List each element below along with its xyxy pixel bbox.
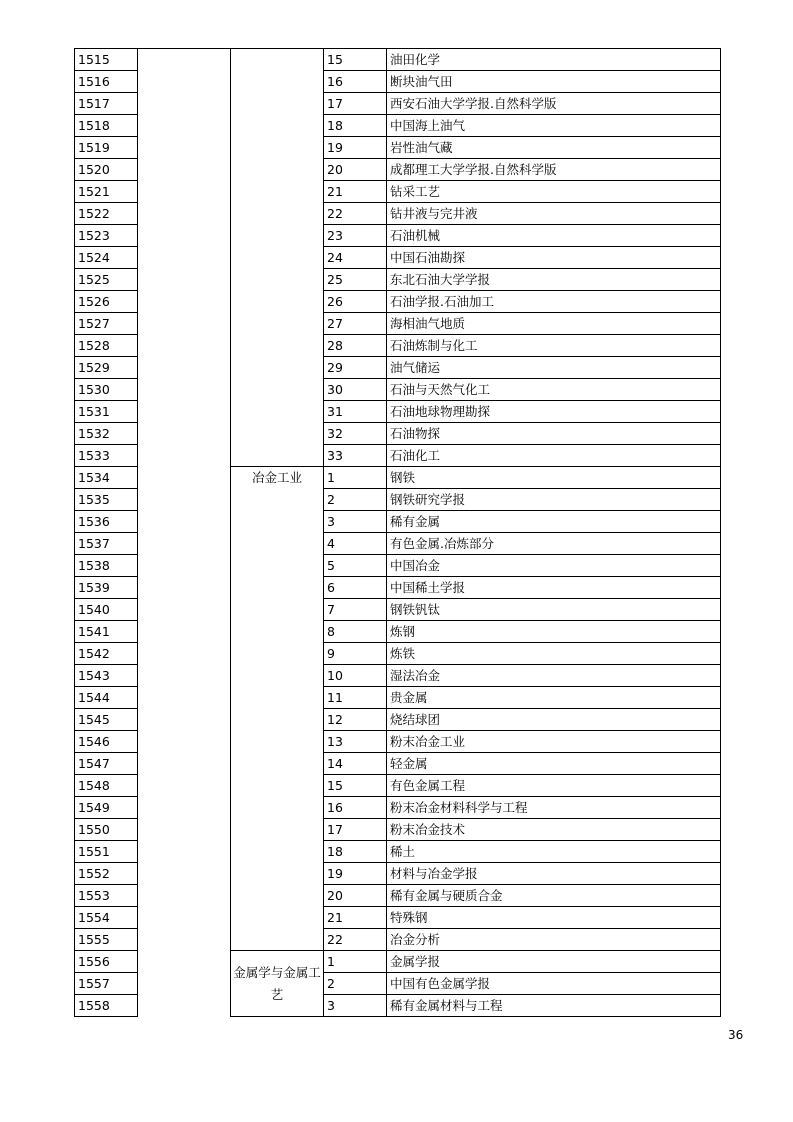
journal-cell: 石油地球物理勘探 <box>387 401 721 423</box>
journal-cell: 钻采工艺 <box>387 181 721 203</box>
seq-cell: 1544 <box>75 687 138 709</box>
seq-cell: 1538 <box>75 555 138 577</box>
rank-cell: 26 <box>324 291 387 313</box>
seq-cell: 1524 <box>75 247 138 269</box>
page-number: 36 <box>728 1028 744 1042</box>
seq-cell: 1556 <box>75 951 138 973</box>
journal-cell: 炼铁 <box>387 643 721 665</box>
journal-cell: 海相油气地质 <box>387 313 721 335</box>
table-row <box>75 49 721 71</box>
rank-cell: 9 <box>324 643 387 665</box>
rank-cell: 21 <box>324 181 387 203</box>
journal-cell: 材料与冶金学报 <box>387 863 721 885</box>
journal-cell: 中国冶金 <box>387 555 721 577</box>
rank-cell: 18 <box>324 841 387 863</box>
seq-cell: 1526 <box>75 291 138 313</box>
seq-cell: 1545 <box>75 709 138 731</box>
journal-cell: 东北石油大学学报 <box>387 269 721 291</box>
journal-cell: 粉末冶金材料科学与工程 <box>387 797 721 819</box>
seq-cell: 1548 <box>75 775 138 797</box>
seq-cell: 1541 <box>75 621 138 643</box>
rank-cell: 15 <box>324 49 387 71</box>
journal-cell: 特殊钢 <box>387 907 721 929</box>
rank-cell: 29 <box>324 357 387 379</box>
rank-cell: 23 <box>324 225 387 247</box>
seq-cell: 1532 <box>75 423 138 445</box>
rank-cell: 33 <box>324 445 387 467</box>
seq-cell: 1525 <box>75 269 138 291</box>
journal-cell: 石油与天然气化工 <box>387 379 721 401</box>
seq-cell: 1533 <box>75 445 138 467</box>
rank-cell: 2 <box>324 973 387 995</box>
journal-cell: 湿法冶金 <box>387 665 721 687</box>
seq-cell: 1535 <box>75 489 138 511</box>
journal-table-body <box>75 49 721 1017</box>
rank-cell: 20 <box>324 159 387 181</box>
seq-cell: 1527 <box>75 313 138 335</box>
rank-cell: 10 <box>324 665 387 687</box>
seq-cell: 1557 <box>75 973 138 995</box>
seq-cell: 1543 <box>75 665 138 687</box>
rank-cell: 22 <box>324 929 387 951</box>
journal-cell: 成都理工大学学报.自然科学版 <box>387 159 721 181</box>
rank-cell: 19 <box>324 863 387 885</box>
rank-cell: 1 <box>324 467 387 489</box>
seq-cell: 1516 <box>75 71 138 93</box>
rank-cell: 13 <box>324 731 387 753</box>
rank-cell: 17 <box>324 819 387 841</box>
seq-cell: 1521 <box>75 181 138 203</box>
seq-cell: 1536 <box>75 511 138 533</box>
journal-cell: 油田化学 <box>387 49 721 71</box>
journal-cell: 岩性油气藏 <box>387 137 721 159</box>
journal-cell: 炼钢 <box>387 621 721 643</box>
rank-cell: 16 <box>324 71 387 93</box>
journal-cell: 钢铁钒钛 <box>387 599 721 621</box>
rank-cell: 6 <box>324 577 387 599</box>
rank-cell: 3 <box>324 995 387 1017</box>
journal-cell: 粉末冶金技术 <box>387 819 721 841</box>
rank-cell: 25 <box>324 269 387 291</box>
seq-cell: 1530 <box>75 379 138 401</box>
subject-cell: 冶金工业 <box>231 467 324 951</box>
seq-cell: 1547 <box>75 753 138 775</box>
rank-cell: 15 <box>324 775 387 797</box>
rank-cell: 4 <box>324 533 387 555</box>
journal-cell: 钢铁研究学报 <box>387 489 721 511</box>
seq-cell: 1539 <box>75 577 138 599</box>
rank-cell: 8 <box>324 621 387 643</box>
rank-cell: 16 <box>324 797 387 819</box>
journal-cell: 冶金分析 <box>387 929 721 951</box>
seq-cell: 1551 <box>75 841 138 863</box>
rank-cell: 19 <box>324 137 387 159</box>
rank-cell: 30 <box>324 379 387 401</box>
journal-cell: 中国海上油气 <box>387 115 721 137</box>
rank-cell: 3 <box>324 511 387 533</box>
seq-cell: 1540 <box>75 599 138 621</box>
seq-cell: 1554 <box>75 907 138 929</box>
seq-cell: 1519 <box>75 137 138 159</box>
journal-cell: 西安石油大学学报.自然科学版 <box>387 93 721 115</box>
seq-cell: 1517 <box>75 93 138 115</box>
rank-cell: 31 <box>324 401 387 423</box>
seq-cell: 1537 <box>75 533 138 555</box>
journal-cell: 中国石油勘探 <box>387 247 721 269</box>
journal-cell: 粉末冶金工业 <box>387 731 721 753</box>
rank-cell: 20 <box>324 885 387 907</box>
seq-cell: 1520 <box>75 159 138 181</box>
journal-cell: 稀有金属 <box>387 511 721 533</box>
seq-cell: 1529 <box>75 357 138 379</box>
seq-cell: 1553 <box>75 885 138 907</box>
seq-cell: 1558 <box>75 995 138 1017</box>
rank-cell: 18 <box>324 115 387 137</box>
seq-cell: 1542 <box>75 643 138 665</box>
seq-cell: 1515 <box>75 49 138 71</box>
seq-cell: 1522 <box>75 203 138 225</box>
journal-cell: 稀有金属与硬质合金 <box>387 885 721 907</box>
journal-cell: 石油机械 <box>387 225 721 247</box>
seq-cell: 1518 <box>75 115 138 137</box>
seq-cell: 1549 <box>75 797 138 819</box>
subject-cell <box>231 49 324 467</box>
seq-cell: 1531 <box>75 401 138 423</box>
journal-cell: 有色金属工程 <box>387 775 721 797</box>
rank-cell: 32 <box>324 423 387 445</box>
rank-cell: 5 <box>324 555 387 577</box>
journal-cell: 轻金属 <box>387 753 721 775</box>
journal-cell: 烧结球团 <box>387 709 721 731</box>
rank-cell: 22 <box>324 203 387 225</box>
journal-cell: 金属学报 <box>387 951 721 973</box>
rank-cell: 2 <box>324 489 387 511</box>
journal-cell: 贵金属 <box>387 687 721 709</box>
journal-table <box>74 48 721 1017</box>
journal-cell: 石油炼制与化工 <box>387 335 721 357</box>
rank-cell: 27 <box>324 313 387 335</box>
rank-cell: 7 <box>324 599 387 621</box>
rank-cell: 21 <box>324 907 387 929</box>
seq-cell: 1550 <box>75 819 138 841</box>
journal-cell: 稀土 <box>387 841 721 863</box>
category-cell <box>138 49 231 1017</box>
journal-cell: 有色金属.冶炼部分 <box>387 533 721 555</box>
rank-cell: 11 <box>324 687 387 709</box>
journal-cell: 钻井液与完井液 <box>387 203 721 225</box>
seq-cell: 1523 <box>75 225 138 247</box>
seq-cell: 1552 <box>75 863 138 885</box>
journal-cell: 油气储运 <box>387 357 721 379</box>
journal-cell: 断块油气田 <box>387 71 721 93</box>
journal-cell: 稀有金属材料与工程 <box>387 995 721 1017</box>
rank-cell: 17 <box>324 93 387 115</box>
subject-cell: 金属学与金属工艺 <box>231 951 324 1017</box>
seq-cell: 1546 <box>75 731 138 753</box>
rank-cell: 24 <box>324 247 387 269</box>
journal-cell: 石油学报.石油加工 <box>387 291 721 313</box>
journal-cell: 钢铁 <box>387 467 721 489</box>
journal-cell: 石油物探 <box>387 423 721 445</box>
seq-cell: 1555 <box>75 929 138 951</box>
rank-cell: 1 <box>324 951 387 973</box>
journal-cell: 中国稀土学报 <box>387 577 721 599</box>
rank-cell: 12 <box>324 709 387 731</box>
journal-cell: 中国有色金属学报 <box>387 973 721 995</box>
seq-cell: 1528 <box>75 335 138 357</box>
rank-cell: 14 <box>324 753 387 775</box>
rank-cell: 28 <box>324 335 387 357</box>
seq-cell: 1534 <box>75 467 138 489</box>
journal-cell: 石油化工 <box>387 445 721 467</box>
